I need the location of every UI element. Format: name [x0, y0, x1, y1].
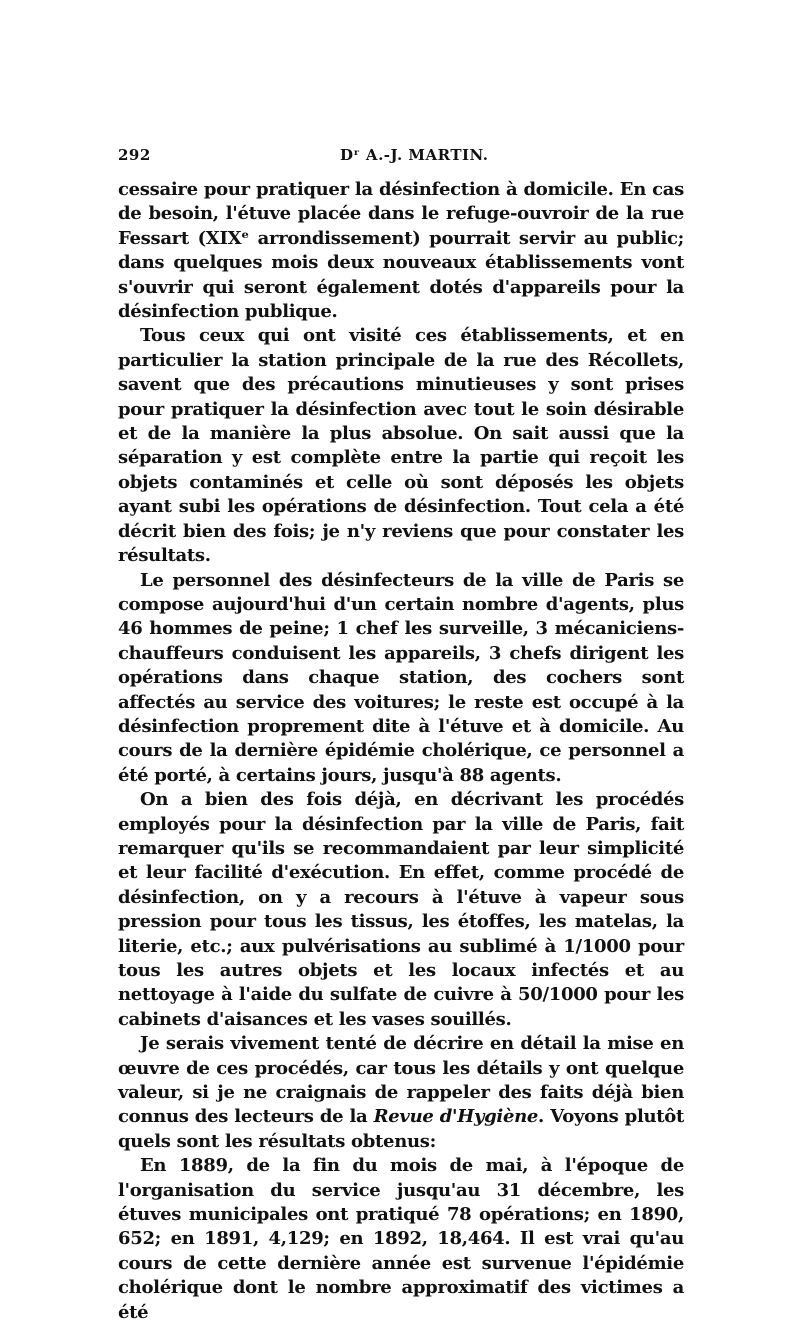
paragraph-continuation: cessaire pour pratiquer la désinfection à domicile. En cas de besoin, l'étuve placée dans le refuge-ouvroir de la rue Fessart (XIXᵉ arrondissement) pourrait servir au public; dans quelques mois deux nouveaux établissements vont s'ouvrir qui seront également dotés d'appareils pour la désinfection publique. [118, 179, 684, 323]
paragraph-text-after: . Voyons plutôt quels sont les résultats obtenus: [118, 1106, 685, 1152]
paragraph-text-before: Je serais vivement tenté de décrire en détail la mise en œuvre de ces procédés, car tous les détails y ont quelque valeur, si je ne craignais de rappeler des faits déjà bien connus des lecteurs de la [118, 1033, 684, 1128]
paragraph-personnel: Le personnel des désinfecteurs de la ville de Paris se compose aujourd'hui d'un certain nombre d'agents, plus 46 hommes de peine; 1 chef les surveille, 3 mécaniciens-chauffeurs conduisent les appareils, 3 chefs dirigent les opérations dans chaque station, des cochers sont affectés au service des voitures; le reste est occupé à la désinfection proprement dite à l'étuve et à domicile. Au cours de la dernière épidémie cholérique, ce personnel a été porté, à certains jours, jusqu'à 88 agents. [118, 569, 684, 786]
body-text [118, 178, 684, 1325]
paragraph-statistics: En 1889, de la fin du mois de mai, à l'époque de l'organisation du service jusqu'au 31 décembre, les étuves municipales ont pratiqué 78 opérations; en 1890, 652; en 1891, 4,129; en 1892, 18,464. Il est vrai qu'au cours de cette dernière année est survenue l'épidémie cholérique dont le nombre approximatif des victimes a été [118, 1155, 684, 1323]
paragraph-establishments: Tous ceux qui ont visité ces établissements, et en particulier la station principale de la rue des Récollets, savent que des précautions minutieuses y sont prises pour pratiquer la désinfection avec tout le soin désirable et de la manière la plus absolue. On sait aussi que la séparation y est complète entre la partie qui reçoit les objets contaminés et celle où sont déposés les objets ayant subi les opérations de désinfection. Tout cela a été décrit bien des fois; je n'y reviens que pour constater les résultats. [118, 325, 684, 567]
journal-title: Revue d'Hygiène [373, 1106, 539, 1128]
page-number: 292 [118, 146, 151, 164]
paragraph-procedures: On a bien des fois déjà, en décrivant les procédés employés pour la désinfection par la ville de Paris, fait remarquer qu'ils se recommandaient par leur simplicité et leur facilité d'exécution. En effet, comme procédé de désinfection, on y a recours à l'étuve à vapeur sous pression pour tous les tissus, les étoffes, les matelas, la literie, etc.; aux pulvérisations au sublimé à 1/1000 pour tous les autres objets et les locaux infectés et au nettoyage à l'aide du sulfate de cuivre à 50/1000 pour les cabinets d'aisances et les vases souillés. [118, 789, 684, 1030]
running-head-author: Dʳ A.-J. MARTIN. [340, 146, 489, 164]
running-head [118, 146, 684, 170]
paragraph-journal-reference [118, 1032, 684, 1154]
